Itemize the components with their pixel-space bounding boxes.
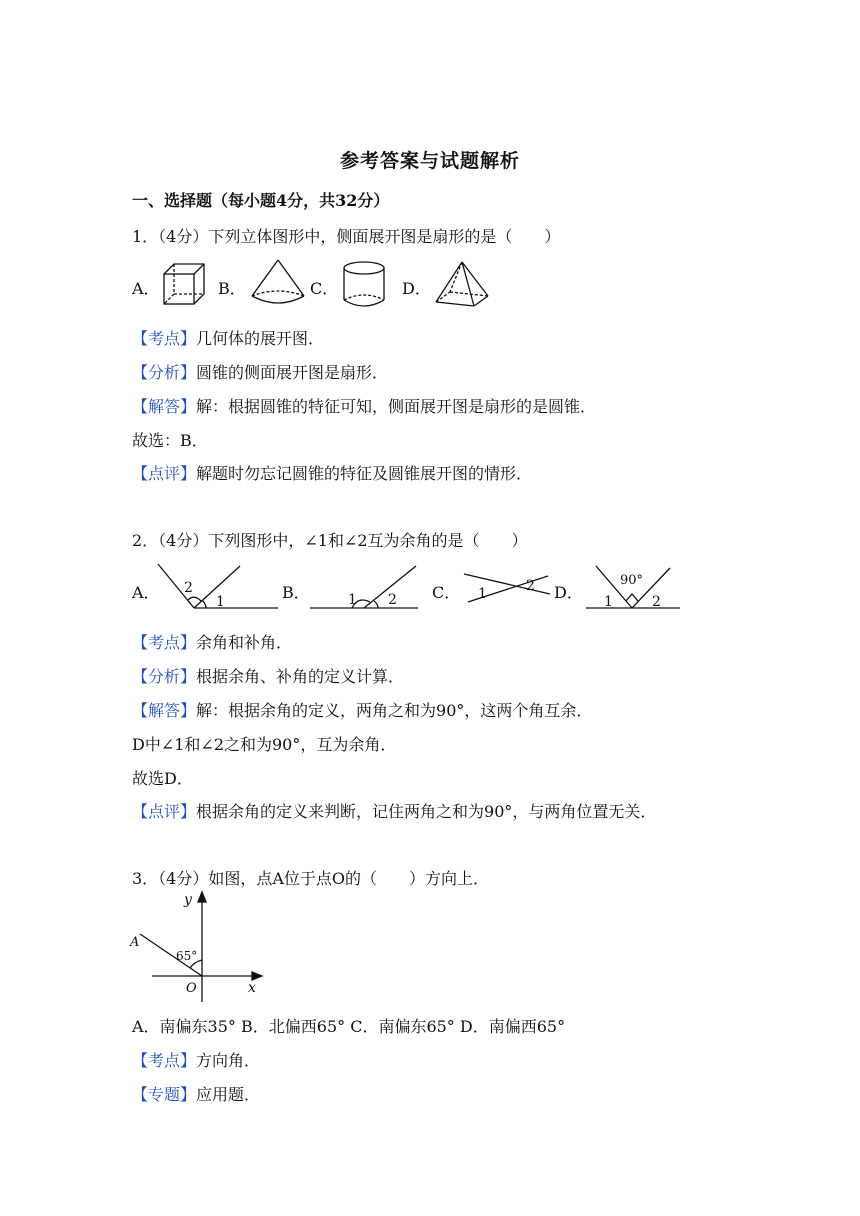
q3-kaodian [132, 1048, 260, 1071]
q2a-label-1: 1 [216, 594, 225, 610]
jieda-text: 解：根据余角的定义，两角之和为90°，这两个角互余． [196, 701, 593, 720]
jieda-tag: 【解答】 [132, 701, 197, 720]
kaodian-tag: 【考点】 [132, 633, 197, 652]
direction-figure [128, 890, 268, 1006]
fenxi-tag: 【分析】 [132, 667, 197, 686]
q3-stem: 3．（4分）如图，点A位于点O的（ ）方向上． [132, 869, 490, 888]
q2-stem: 2．（4分）下列图形中，∠1和∠2互为余角的是（ ） [132, 531, 528, 550]
q1-answer: 故选：B． [132, 431, 208, 450]
x-axis-label: x [248, 980, 256, 996]
fenxi-text: 圆锥的侧面展开图是扇形． [196, 363, 389, 382]
dianping-tag: 【点评】 [132, 802, 197, 821]
q1-option-a: A． [132, 279, 160, 298]
q2-dianping [132, 799, 656, 822]
origin-label: O [186, 981, 197, 996]
q2-option-c: C． [432, 583, 461, 602]
q2d-label-2: 2 [652, 594, 661, 610]
q2-kaodian [132, 630, 292, 653]
kaodian-text: 几何体的展开图． [196, 329, 325, 348]
q1-option-b: B． [218, 279, 246, 298]
angle-figure-b [308, 562, 420, 614]
dianping-text: 根据余角的定义来判断，记住两角之和为90°，与两角位置无关． [196, 802, 657, 821]
q3-zhuanti [132, 1082, 260, 1105]
q2-option-d: D． [554, 583, 583, 602]
q2c-label-2: 2 [526, 578, 535, 594]
q2-option-b: B． [282, 583, 310, 602]
jieda-tag: 【解答】 [132, 397, 197, 416]
angle-65-label: 65° [176, 949, 198, 963]
q3-options: A．南偏东35° B．北偏西65° C．南偏东65° D．南偏西65° [132, 1017, 566, 1036]
cylinder-figure [342, 260, 386, 308]
fenxi-text: 根据余角、补角的定义计算． [196, 667, 405, 686]
q2-option-a: A． [132, 583, 160, 602]
q2d-label-90: 90° [620, 573, 644, 588]
cone-figure [250, 258, 306, 308]
fenxi-tag: 【分析】 [132, 363, 197, 382]
q1-option-c: C． [310, 279, 339, 298]
zhuanti-text: 应用题． [196, 1085, 261, 1104]
q2-jieda [132, 698, 592, 721]
q2-options [132, 562, 732, 622]
q2d-label-1: 1 [604, 594, 613, 610]
q2-fenxi [132, 664, 404, 687]
q1-option-d: D． [402, 279, 431, 298]
q1-stem: 1．（4分）下列立体图形中，侧面展开图是扇形的是（ ） [132, 227, 561, 246]
jieda-text: 解：根据圆锥的特征可知，侧面展开图是扇形的是圆锥． [196, 397, 597, 416]
pyramid-figure [434, 260, 490, 308]
q1-dianping [132, 461, 532, 484]
y-axis-label: y [184, 892, 192, 908]
q1-jieda [132, 394, 596, 417]
point-a-label: A [130, 935, 140, 950]
dianping-tag: 【点评】 [132, 464, 197, 483]
q2-answer: 故选D． [132, 769, 193, 788]
q2b-label-2: 2 [388, 592, 397, 608]
kaodian-text: 余角和补角． [196, 633, 293, 652]
q2-jieda-2: D中∠1和∠2之和为90°，互为余角． [132, 735, 397, 754]
q1-options [132, 258, 732, 318]
zhuanti-tag: 【专题】 [132, 1085, 197, 1104]
cube-figure [162, 262, 206, 306]
angle-figure-d [582, 562, 682, 614]
dianping-text: 解题时勿忘记圆锥的特征及圆锥展开图的情形． [196, 464, 533, 483]
kaodian-tag: 【考点】 [132, 1051, 197, 1070]
q2b-label-1: 1 [348, 592, 357, 608]
q1-fenxi [132, 360, 388, 383]
section-heading: 一、选择题（每小题4分，共32分） [132, 191, 390, 210]
page-title: 参考答案与试题解析 [339, 150, 520, 172]
q2a-label-2: 2 [184, 580, 193, 596]
q1-kaodian [132, 326, 324, 349]
angle-figure-a [156, 562, 280, 614]
kaodian-tag: 【考点】 [132, 329, 197, 348]
kaodian-text: 方向角． [196, 1051, 261, 1070]
angle-figure-c [462, 568, 552, 608]
q2c-label-1: 1 [478, 586, 487, 602]
